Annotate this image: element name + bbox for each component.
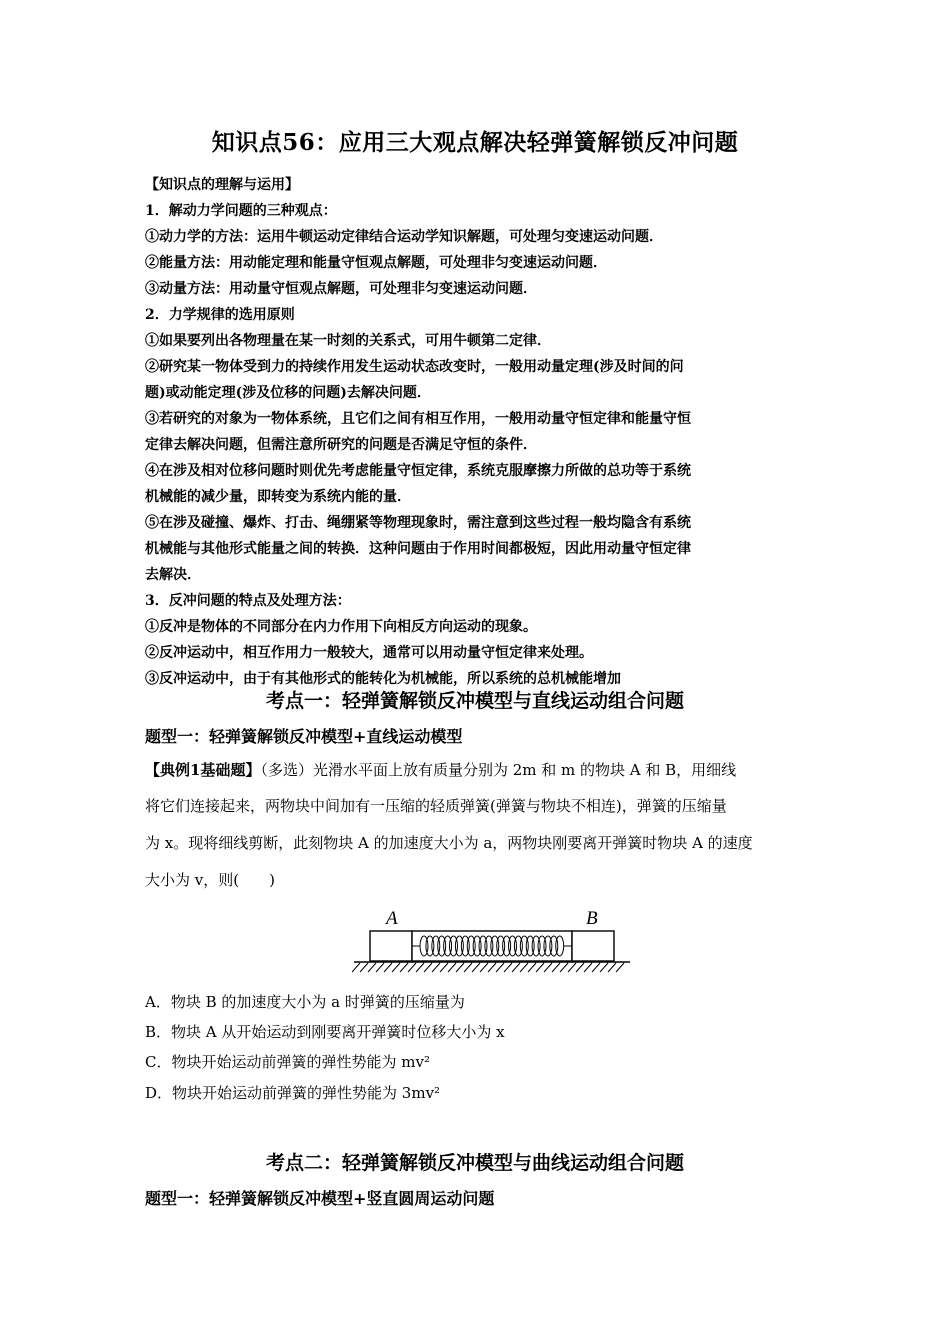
- spring-frame: [412, 931, 572, 961]
- text-line: 2．力学规律的选用原则: [145, 307, 295, 323]
- example-line-3: 为 x。现将细线剪断，此刻物块 A 的加速度大小为 a，两物块刚要离开弹簧时物块 A 的速度: [145, 834, 753, 852]
- text-line: 3．反冲问题的特点及处理方法：: [145, 593, 351, 609]
- block-a-label: A: [386, 908, 398, 929]
- text-line: 定律去解决问题，但需注意所研究的问题是否满足守恒的条件．: [145, 437, 537, 453]
- text-line: ①动力学的方法：运用牛顿运动定律结合运动学知识解题，可处理匀变速运动问题．: [145, 229, 663, 245]
- tixing-1-title: 题型一：轻弹簧解锁反冲模型+直线运动模型: [145, 727, 463, 746]
- text-line: ②研究某一物体受到力的持续作用发生运动状态改变时，一般用动量定理(涉及时间的问: [145, 359, 684, 375]
- option-a: A．物块 B 的加速度大小为 a 时弹簧的压缩量为: [145, 993, 465, 1011]
- text-line: ④在涉及相对位移问题时则优先考虑能量守恒定律，系统克服摩擦力所做的总功等于系统: [145, 463, 691, 479]
- text-line: 题)或动能定理(涉及位移的问题)去解决问题．: [145, 385, 431, 401]
- spring-block-diagram: [352, 902, 632, 978]
- kaodian-2-title: 考点二：轻弹簧解锁反冲模型与曲线运动组合问题: [265, 1152, 684, 1174]
- kaodian-1-title: 考点一：轻弹簧解锁反冲模型与直线运动组合问题: [265, 690, 684, 712]
- tixing-2-title: 题型一：轻弹簧解锁反冲模型+竖直圆周运动问题: [145, 1189, 495, 1208]
- text-line: ②能量方法：用动能定理和能量守恒观点解题，可处理非匀变速运动问题．: [145, 255, 607, 271]
- text-line: 1．解动力学问题的三种观点：: [145, 203, 337, 219]
- example-text: （多选）光滑水平面上放有质量分别为 2m 和 m 的物块 A 和 B，用细线: [260, 761, 737, 779]
- example-line-2: 将它们连接起来，两物块中间加有一压缩的轻质弹簧(弹簧与物块不相连)，弹簧的压缩量: [145, 797, 727, 815]
- option-b: B．物块 A 从开始运动到刚要离开弹簧时位移大小为 x: [145, 1023, 505, 1041]
- example-line-4: 大小为 v，则( ): [145, 871, 275, 889]
- option-d: D．物块开始运动前弹簧的弹性势能为 3mv²: [145, 1084, 441, 1102]
- block-a: [370, 931, 412, 961]
- ground-hatching: [352, 963, 624, 972]
- example-line-1: [145, 759, 736, 780]
- text-line: ③动量方法：用动量守恒观点解题，可处理非匀变速运动问题．: [145, 281, 537, 297]
- text-line: ①反冲是物体的不同部分在内力作用下向相反方向运动的现象。: [145, 619, 537, 635]
- text-line: 机械能与其他形式能量之间的转换．这种问题由于作用时间都极短，因此用动量守恒定律: [145, 541, 691, 557]
- section-header: 【知识点的理解与运用】: [145, 177, 299, 193]
- text-line: ③反冲运动中，由于有其他形式的能转化为机械能，所以系统的总机械能增加: [145, 671, 621, 687]
- text-line: ③若研究的对象为一物体系统，且它们之间有相互作用，一般用动量守恒定律和能量守恒: [145, 411, 691, 427]
- block-b-label: B: [586, 908, 598, 929]
- page-title: 知识点56：应用三大观点解决轻弹簧解锁反冲问题: [211, 129, 739, 156]
- option-c: C．物块开始运动前弹簧的弹性势能为 mv²: [145, 1053, 430, 1071]
- text-line: ①如果要列出各物理量在某一时刻的关系式，可用牛顿第二定律．: [145, 333, 551, 349]
- text-line: ②反冲运动中，相互作用力一般较大，通常可以用动量守恒定律来处理。: [145, 645, 593, 661]
- example-tag: 【典例1基础题】: [145, 761, 261, 779]
- text-line: 去解决．: [145, 567, 201, 583]
- block-b: [572, 931, 614, 961]
- text-line: ⑤在涉及碰撞、爆炸、打击、绳绷紧等物理现象时，需注意到这些过程一般均隐含有系统: [145, 515, 691, 531]
- text-line: 机械能的减少量，即转变为系统内能的量．: [145, 489, 411, 505]
